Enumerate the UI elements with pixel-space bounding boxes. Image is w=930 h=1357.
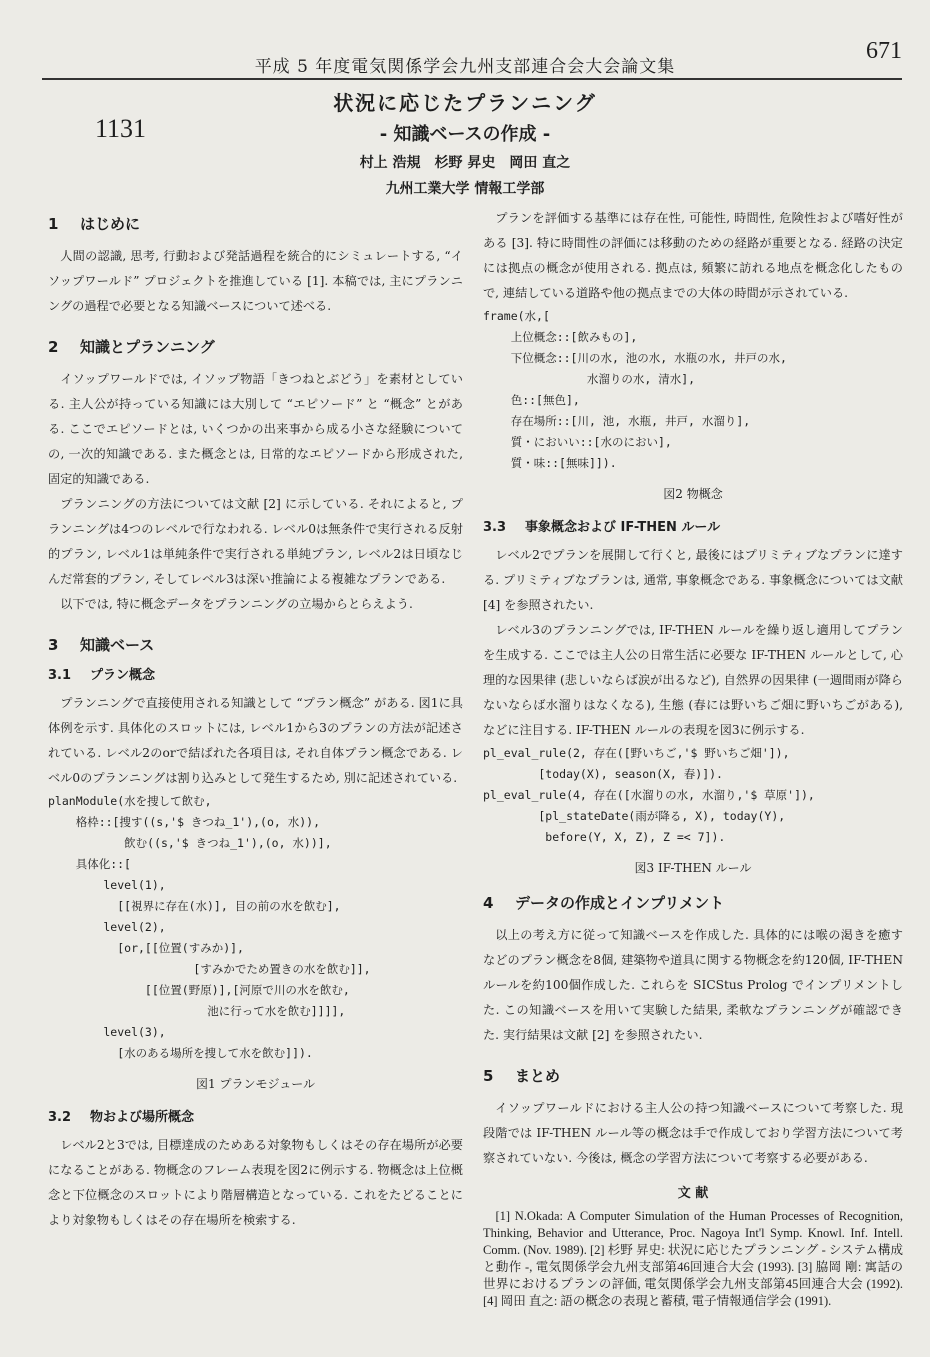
subsection-heading (48, 1107, 463, 1129)
paragraph: イソップワールドにおける主人公の持つ知識ベースについて考察した. 現段階では IF-THEN ルール等の概念は手で作成しており学習方法について考察されていない. 今後は, 概念の学習方法について考察する必要がある. (483, 1101, 903, 1165)
subsection-number: 3.2 (48, 1110, 72, 1125)
section-number: 2 (48, 338, 59, 356)
paper-title: 状況に応じたプランニング (333, 91, 597, 115)
section-title: まとめ (515, 1067, 561, 1085)
subsection-title: プラン概念 (90, 668, 156, 683)
code-listing: pl_eval_rule(2, 存在([野いちご,'$ 野いちご畑']), [today(X), season(X, 春)]). pl_eval_rule(4, 存在([水溜りの水, 水溜り,'$ 草原']), [pl_stateDate(雨が降る, X), today(Y), before(Y, X, Z), Z =< 7]). (483, 746, 815, 844)
code-listing: planModule(水を捜して飲む, 格枠::[捜す((s,'$ きつね_1'),(o, 水)), 飲む((s,'$ きつね_1'),(o, 水))], 具体化::[ level(1), [[視界に存在(水)], 目の前の水を飲む], level(2), [or,[[位置(すみか)], [すみかでため置きの水を飲む]], [[位置(野原)],[河原で川の水を飲む, 池に行って水を飲む]]]], level(3), [水のある場所を捜して水を飲む]]). (48, 794, 371, 1060)
section-title: 知識とプランニング (80, 338, 215, 356)
paragraph: プランを評価する基準には存在性, 可能性, 時間性, 危険性および嗜好性がある [3]. 特に時間性の評価には移動のための経路が重要となる. 経路の決定には拠点の概念が使用される. 拠点は, 頻繁に訪れる地点を概念化したもので, 連結している道路や他の拠点までの大体の時間が示されている. (483, 211, 903, 300)
references-text: [1] N.Okada: A Computer Simulation of the Human Processes of Recognition, Thinking, Behavior and Utterance, Proc. Nagoya Int'l Symp. Knowl. Inf. Intell. Comm. (Nov. 1989). [2] 杉野 昇史: 状況に応じたプランニング - システム構成と動作 -, 電気関係学会九州支部第46回連合大会 (1993). [3] 脇岡 剛: 寓話の世界におけるプランの評価, 電気関係学会九州支部第45回連合大会 (1992). [4] 岡田 直之: 語の概念の表現と蓄積, 電子情報通信学会 (1991). (483, 1209, 903, 1308)
paper-subtitle: - 知識ベースの作成 - (379, 124, 551, 145)
left-column (48, 206, 463, 1233)
figure-caption: 図2 物概念 (663, 487, 723, 501)
section-heading (48, 335, 463, 359)
right-column (483, 206, 903, 1310)
code-listing: frame(水,[ 上位概念::[飲みもの], 下位概念::[川の水, 池の水, 水瓶の水, 井戸の水, 水溜りの水, 清水], 色::[無色], 存在場所::[川, 池, 水瓶, 井戸, 水溜り], 質・においい::[水のにおい], 質・味::[無味]]). (483, 309, 787, 470)
subsection-heading (48, 665, 463, 687)
running-head: 平成 5 年度電気関係学会九州支部連合会大会論文集 (254, 57, 676, 77)
section-heading (48, 212, 463, 236)
paragraph: 以上の考え方に従って知識ベースを作成した. 具体的には喉の渇きを癒すなどのプラン概念を8個, 建築物や道具に関する物概念を約120個, IF-THEN ルールを約100個作成した. これらを SICStus Prolog でインプリメントした. この知識ベースを用いて実験した結果, 柔軟なプランニングが確認できた. 実行結果は文献 [2] を参照されたい. (483, 928, 903, 1042)
section-number: 3 (48, 636, 59, 654)
header-rule (42, 78, 902, 80)
references-title: 文 献 (677, 1186, 709, 1201)
paragraph: イソップワールドでは, イソップ物語「きつねとぶどう」を素材としている. 主人公が持っている知識には大別して “エピソード” と “概念” とがある. ここでエピソードとは, いくつかの出来事から成る小さな経験についての, 一次的知識である. また概念とは, 日常的なエピソードから形成された, 固定的知識である. (48, 372, 463, 486)
section-heading (483, 1064, 903, 1088)
section-title: 知識ベース (80, 636, 155, 654)
paragraph: 人間の認識, 思考, 行動および発話過程を統合的にシミュレートする, “イソップワールド” プロジェクトを推進している [1]. 本稿では, 主にプランニングの過程で必要となる知識ベースについて述べる. (48, 249, 463, 313)
section-title: データの作成とインプリメント (515, 894, 725, 912)
paragraph: レベル2でプランを展開して行くと, 最後にはプリミティブなプランに達する. プリミティブなプランは, 通常, 事象概念である. 事象概念については文献 [4] を参照されたい. (483, 548, 903, 612)
section-heading (483, 891, 903, 915)
subsection-heading (483, 517, 903, 539)
authors: 村上 浩規 杉野 昇史 岡田 直之 (359, 155, 571, 171)
subsection-title: 事象概念および IF-THEN ルール (525, 520, 721, 535)
paragraph: レベル3のプランニングでは, IF-THEN ルールを繰り返し適用してプランを生成する. ここでは主人公の日常生活に必要な IF-THEN ルールとして, 心理的な因果律 (悲しいならば涙が出るなど), 自然界の因果律 (一週間雨が降らないならば水溜りはなくなる), 生態 (春には野いちご畑に野いちごがある), などに注目する. IF-THEN ルールの表現を図3に例示する. (483, 623, 903, 737)
page-number: 671 (866, 38, 902, 64)
paragraph: プランニングの方法については文献 [2] に示している. それによると, プランニングは4つのレベルで行なわれる. レベル0は無条件で実行される反射的プラン, レベル1は単純条件で実行される単純プラン, レベル2は日頃なじんだ常套的プラン, そしてレベル3は深い推論による複雑なプランである. (48, 497, 463, 586)
section-heading (48, 633, 463, 657)
subsection-number: 3.1 (48, 668, 72, 683)
section-number: 5 (483, 1067, 494, 1085)
paragraph: プランニングで直接使用される知識として “プラン概念” がある. 図1に具体例を示す. 具体化のスロットには, レベル1から3のプランの方法が記述されている. レベル2のorで結ばれた各項目は, それ自体プラン概念である. レベル0のプランニングは割り込みとして発生するため, 別に記述されている. (48, 696, 463, 785)
section-number: 1 (48, 215, 59, 233)
section-number: 4 (483, 894, 494, 912)
subsection-title: 物および場所概念 (90, 1110, 195, 1125)
paper-id: 1131 (95, 114, 147, 143)
paragraph: レベル2と3では, 目標達成のためある対象物もしくはその存在場所が必要になることがある. 物概念のフレーム表現を図2に例示する. 物概念は上位概念と下位概念のスロットにより階層構造となっている. これをたどることにより対象物もしくはその存在場所を検索する. (48, 1138, 463, 1227)
figure-caption: 図1 プランモジュール (196, 1077, 315, 1091)
affiliation: 九州工業大学 情報工学部 (385, 181, 545, 197)
figure-caption: 図3 IF-THEN ルール (634, 861, 752, 875)
subsection-number: 3.3 (483, 520, 507, 535)
section-title: はじめに (80, 215, 141, 233)
paragraph: 以下では, 特に概念データをプランニングの立場からとらえよう. (60, 597, 413, 611)
